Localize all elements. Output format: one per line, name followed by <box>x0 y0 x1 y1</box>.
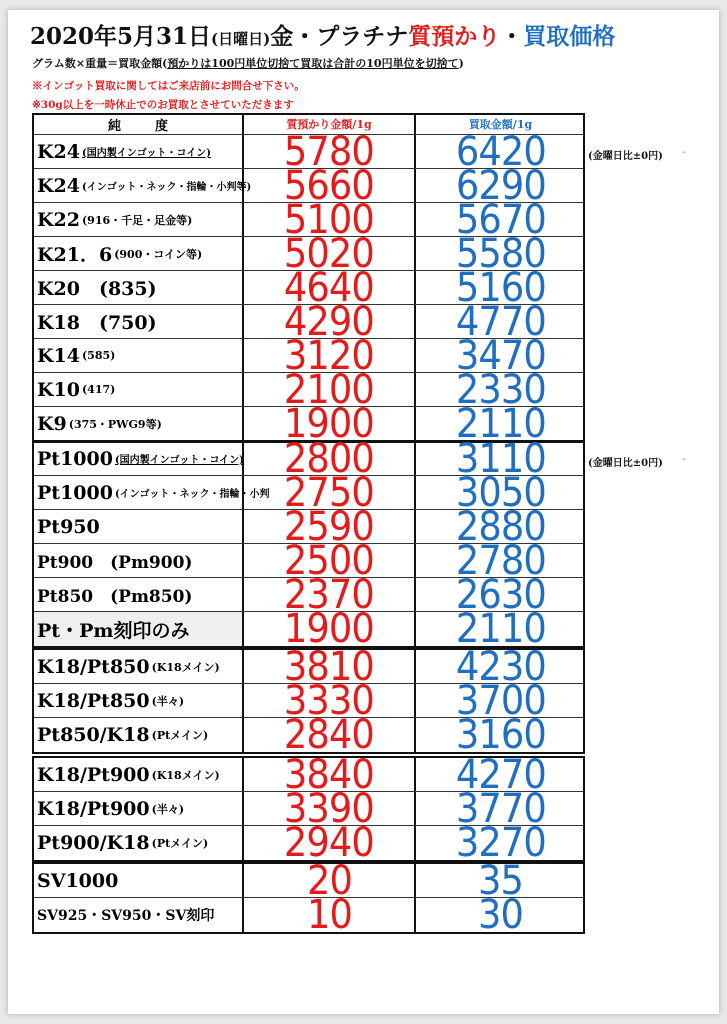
purity-cell <box>34 544 244 577</box>
purity-cell <box>34 237 244 270</box>
purity-note: (375・PWG9等) <box>68 418 162 431</box>
purity-note: (K18メイン) <box>151 660 220 674</box>
price-table <box>32 858 585 938</box>
side-tick: - <box>682 454 686 465</box>
purity-note: (916・千足・足金等) <box>81 213 193 227</box>
purity-name: Pt900/K18 <box>37 832 150 854</box>
purity-note: (国内製インゴット・コイン) <box>81 148 211 159</box>
purity-cell <box>34 305 244 338</box>
purity-name: K9 <box>37 413 67 435</box>
purity-cell <box>34 612 244 646</box>
buy-price: 2110 <box>455 606 546 652</box>
purity-note: (900・コイン等) <box>114 247 203 261</box>
purity-cell <box>34 135 244 168</box>
purity-name: Pt950 <box>37 515 100 538</box>
purity-cell <box>34 169 252 202</box>
purity-cell <box>34 792 244 825</box>
purity-note: (インゴット・ネック・指輪・小判 <box>114 489 270 500</box>
pawn-price: 3810 <box>284 644 374 690</box>
purity-name: Pt850/K18 <box>37 724 150 746</box>
buy-price: 2880 <box>455 504 546 550</box>
title-dot: ・ <box>500 23 524 50</box>
calc-note-rule: 預かりは100円単位切捨て買取は合計の10円単位を切捨て <box>167 57 459 70</box>
pawn-price: 20 <box>306 858 352 904</box>
pawn-price: 5100 <box>284 197 374 243</box>
title-buy: 買取価格 <box>523 23 616 50</box>
pawn-price: 10 <box>306 892 352 938</box>
table-row <box>34 712 583 758</box>
buy-price: 3770 <box>455 786 546 832</box>
purity-name: Pt850 (Pm850) <box>37 587 193 607</box>
side-tick: - <box>682 147 686 158</box>
purity-cell <box>34 758 244 791</box>
purity-name: Pt1000 <box>37 481 113 504</box>
purity-name: K24 <box>37 140 80 163</box>
purity-name: K18/Pt900 <box>37 763 150 786</box>
purity-note: (インゴット・ネック・指輪・小判等) <box>81 182 252 193</box>
pawn-price: 3120 <box>284 333 374 379</box>
purity-note: (半々) <box>151 694 185 708</box>
purity-name: SV925・SV950・SV刻印 <box>37 908 215 924</box>
buy-price: 2780 <box>455 538 546 584</box>
purity-cell <box>34 510 244 543</box>
pawn-price: 2590 <box>284 504 374 550</box>
buy-price: 5580 <box>455 231 546 277</box>
buy-price-header: 買取金額/1g <box>468 118 533 131</box>
buy-price-cell <box>416 820 585 866</box>
purity-note: (417) <box>81 383 116 396</box>
purity-name: K18/Pt900 <box>37 797 150 820</box>
platinum-change-note: (金曜日比±0円) <box>588 458 663 469</box>
buy-price: 6290 <box>455 163 546 209</box>
title-date: 2020年5月31日 <box>30 23 212 50</box>
buy-price: 35 <box>478 858 523 904</box>
purity-cell <box>34 407 244 441</box>
purity-cell <box>34 826 244 860</box>
price-table <box>32 113 585 447</box>
calc-note <box>32 55 464 71</box>
purity-name: K14 <box>37 344 80 367</box>
price-table <box>32 752 585 866</box>
purity-name: Pt900 (Pm900) <box>37 553 193 573</box>
purity-cell <box>34 650 244 683</box>
pawn-price: 3840 <box>284 752 374 798</box>
pawn-price: 5660 <box>284 163 374 209</box>
purity-name: K18 (750) <box>37 312 157 334</box>
buy-price: 3110 <box>455 436 546 482</box>
pawn-price: 2370 <box>284 572 374 618</box>
title-metal: 金・プラチナ <box>270 23 409 50</box>
purity-cell <box>34 898 244 932</box>
buy-price: 3700 <box>455 678 546 724</box>
purity-name: K21．6 <box>37 244 113 266</box>
purity-note: (585) <box>81 349 116 362</box>
pawn-price: 2940 <box>284 820 374 866</box>
buy-price: 3470 <box>455 333 546 379</box>
purity-note: (国内製インゴット・コイン) <box>114 455 244 466</box>
purity-cell <box>34 578 244 611</box>
purity-cell <box>34 339 244 372</box>
pawn-price: 4640 <box>284 265 374 311</box>
pawn-price: 4290 <box>284 299 374 345</box>
table-row <box>34 606 583 652</box>
buy-price-cell <box>416 606 585 652</box>
purity-name: Pt・Pm刻印のみ <box>37 619 190 642</box>
purity-cell <box>34 203 244 236</box>
purity-name: Pt1000 <box>37 447 113 470</box>
table-row <box>34 892 583 938</box>
buy-price: 30 <box>478 892 523 938</box>
purity-name: SV1000 <box>37 869 119 892</box>
pawn-price: 2840 <box>284 712 374 758</box>
pawn-price: 2800 <box>284 436 374 482</box>
purity-cell <box>34 442 244 475</box>
purity-note: (半々) <box>151 802 185 816</box>
purity-cell <box>34 864 244 897</box>
purity-cell <box>34 718 244 752</box>
gold-change-note: (金曜日比±0円) <box>588 151 663 162</box>
purity-name: K24 <box>37 174 80 197</box>
title-day: (日曜日) <box>211 30 271 48</box>
pawn-price-cell <box>244 820 416 866</box>
buy-price: 6420 <box>455 129 546 175</box>
calc-note-c: ) <box>458 57 464 70</box>
price-table <box>32 436 585 652</box>
buy-price: 3160 <box>455 712 546 758</box>
pawn-price: 1900 <box>284 401 374 447</box>
buy-price: 4770 <box>455 299 546 345</box>
pawn-price: 3390 <box>284 786 374 832</box>
price-table <box>32 644 585 758</box>
purity-name: K22 <box>37 208 80 231</box>
buy-price: 3050 <box>455 470 546 516</box>
buy-price: 4230 <box>455 644 546 690</box>
pawn-price: 5020 <box>284 231 374 277</box>
buy-price: 4270 <box>455 752 546 798</box>
purity-cell <box>34 373 244 406</box>
purity-name: K20 (835) <box>37 278 157 300</box>
buy-price: 5670 <box>455 197 546 243</box>
buy-price: 3270 <box>455 820 546 866</box>
pawn-price-cell <box>244 892 416 938</box>
purity-note: (Ptメイン) <box>151 729 209 742</box>
table-row <box>34 820 583 866</box>
purity-name: K18/Pt850 <box>37 655 150 678</box>
pawn-price: 1900 <box>284 606 374 652</box>
purity-name: K10 <box>37 378 80 401</box>
purity-name: K18/Pt850 <box>37 689 150 712</box>
purity-header-label: 純度 <box>107 119 202 134</box>
pawn-price: 5780 <box>284 129 374 175</box>
buy-price: 2630 <box>455 572 546 618</box>
purity-note: (K18メイン) <box>151 768 220 782</box>
buy-price: 5160 <box>455 265 546 311</box>
pawn-price: 2750 <box>284 470 374 516</box>
buy-price: 2330 <box>455 367 546 413</box>
title-pawn: 質預かり <box>408 23 501 50</box>
pawn-price-cell <box>244 606 416 652</box>
buy-price-cell <box>416 892 585 938</box>
pawn-price-header: 質預かり金額/1g <box>244 115 416 134</box>
pawn-price: 2500 <box>284 538 374 584</box>
pawn-price-cell <box>244 712 416 758</box>
calc-note-a: グラム数×重量＝買取金額( <box>32 57 168 70</box>
buy-price: 2110 <box>455 401 546 447</box>
pawn-price: 3330 <box>284 678 374 724</box>
purity-cell <box>34 684 244 717</box>
ingot-note: ※インゴット買取に関してはご来店前にお問合せ下さい。 <box>32 80 305 92</box>
purity-header <box>34 115 244 134</box>
pawn-price: 2100 <box>284 367 374 413</box>
limit-note: ※30g以上を一時休止でのお買取とさせていただきます <box>32 99 294 111</box>
purity-cell <box>34 476 270 509</box>
purity-cell <box>34 271 244 304</box>
purity-note: (Ptメイン) <box>151 837 209 850</box>
page-title <box>30 18 615 51</box>
buy-price-cell <box>416 712 585 758</box>
